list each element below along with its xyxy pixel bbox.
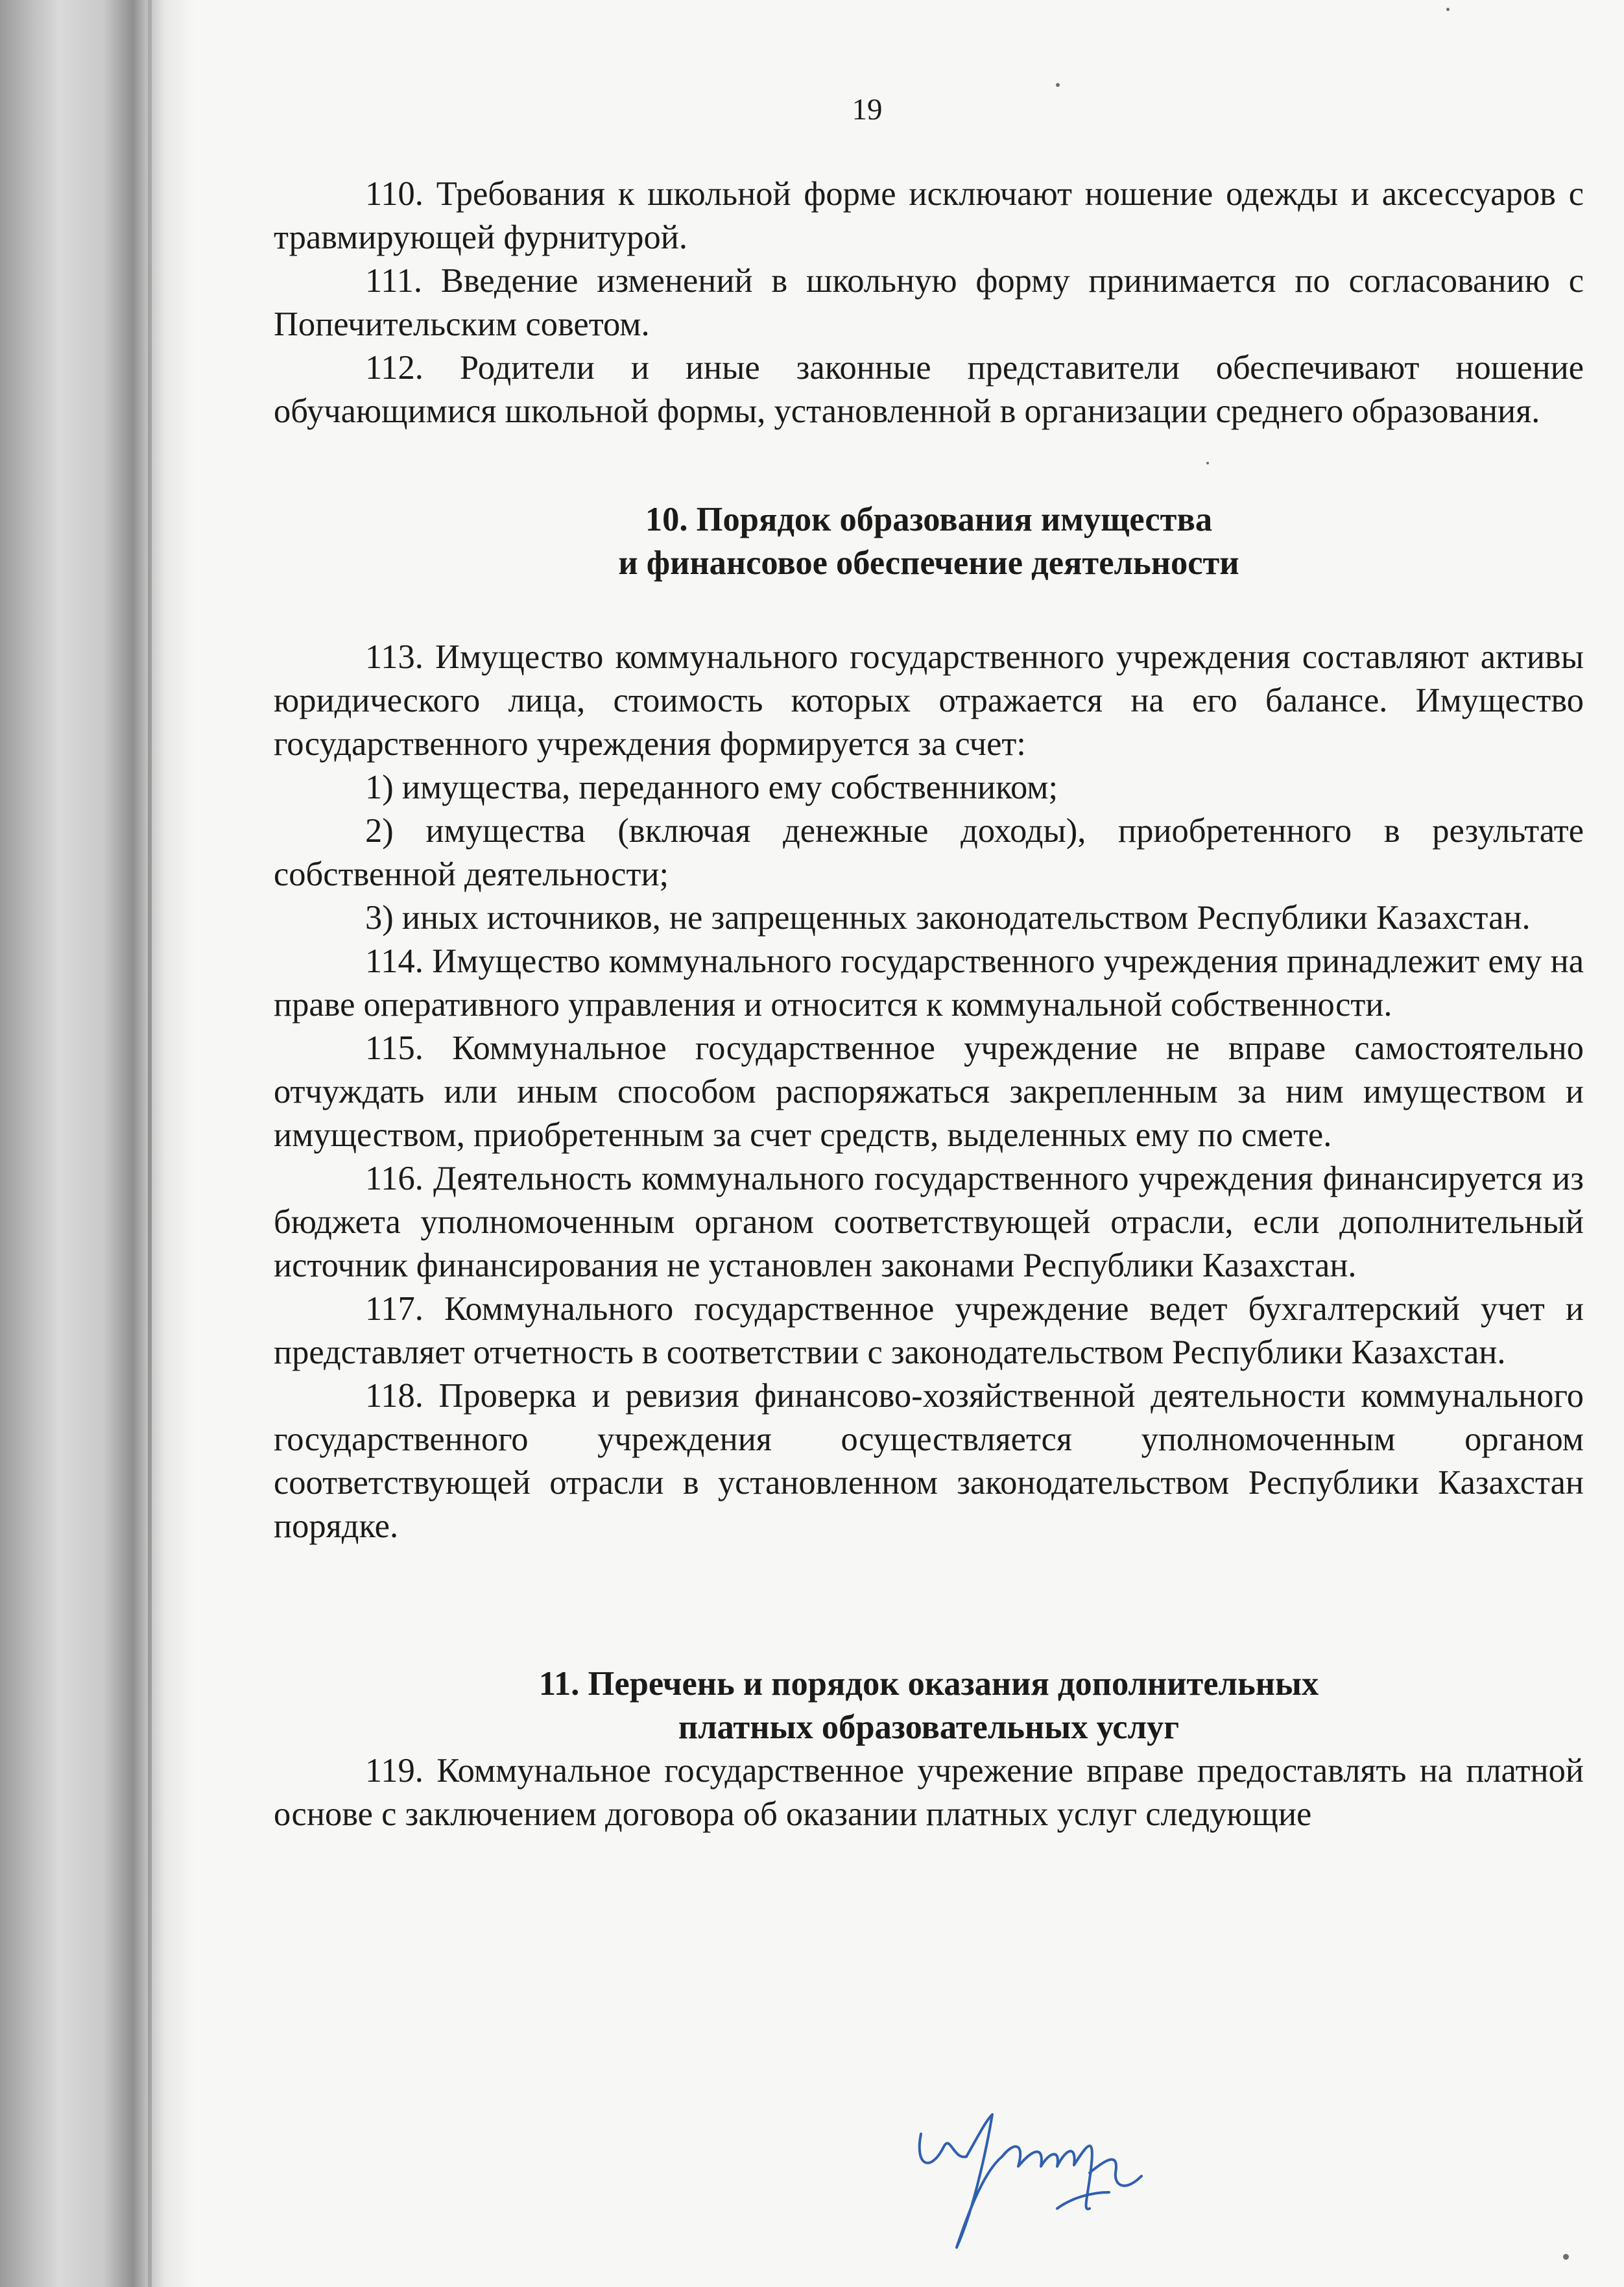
section-11-heading	[274, 1662, 1584, 1749]
paragraph-113-item-2: 2) имущества (включая денежные доходы), приобретенного в результате собственной деятельности;	[274, 812, 1584, 893]
scan-speck	[1446, 8, 1450, 11]
scan-speck	[1206, 462, 1209, 464]
section-10-heading	[274, 498, 1584, 585]
paragraph-111: 111. Введение изменений в школьную форму принимается по согласованию с Попечительским советом.	[274, 262, 1584, 343]
paragraph-113: 113. Имущество коммунального государственного учреждения составляют активы юридического лица, стоимость которых отражается на его балансе. Имущество государственного учреждения формируется за счет:	[274, 638, 1584, 763]
page-number: 19	[852, 93, 883, 126]
section-11-title-line1: 11. Перечень и порядок оказания дополнительных	[538, 1665, 1319, 1703]
paragraph-115: 115. Коммунальное государственное учреждение не вправе самостоятельно отчуждать или иным способом распоряжаться закрепленным за ним имуществом и имуществом, приобретенным за счет средств, выделенных ему по смете.	[274, 1029, 1584, 1154]
scan-speck	[1563, 2254, 1569, 2260]
paragraph-118: 118. Проверка и ревизия финансово-хозяйственной деятельности коммунального государственного учреждения осуществляется уполномоченным органом соответствующей отрасли в установленном законодательством Республики Казахстан порядке.	[274, 1377, 1584, 1545]
paragraph-112: 112. Родители и иные законные представители обеспечивают ношение обучающимися школьной формы, установленной в организации среднего образования.	[274, 349, 1584, 430]
scan-speck	[1056, 83, 1060, 87]
paragraph-114: 114. Имущество коммунального государственного учреждения принадлежит ему на праве оперативного управления и относится к коммунальной собственности.	[274, 942, 1584, 1024]
paragraph-117: 117. Коммунального государственное учреждение ведет бухгалтерский учет и представляет отчетность в соответствии с законодательством Республики Казахстан.	[274, 1290, 1584, 1371]
signature-icon	[895, 2095, 1174, 2257]
paragraph-113-item-3: 3) иных источников, не запрещенных законодательством Республики Казахстан.	[365, 899, 1531, 937]
section-10-title-line1: 10. Порядок образования имущества	[645, 501, 1213, 538]
section-11-title-line2: платных образовательных услуг	[678, 1708, 1180, 1746]
section-10-title-line2: и финансовое обеспечение деятельности	[618, 544, 1239, 582]
scan-binding-line	[148, 0, 152, 2287]
paragraph-116: 116. Деятельность коммунального государственного учреждения финансируется из бюджета уполномоченным органом соответствующей отрасли, если дополнительный источник финансирования не установлен законами Республики Казахстан.	[274, 1160, 1584, 1284]
scan-binding-shadow	[0, 0, 195, 2287]
paragraph-110: 110. Требования к школьной форме исключают ношение одежды и аксессуаров с травмирующей фурнитурой.	[274, 175, 1584, 256]
paragraph-119: 119. Коммунальное государственное учрежение вправе предоставлять на платной основе с заключением договора об оказании платных услуг следующие	[274, 1752, 1584, 1833]
paragraph-113-item-1: 1) имущества, переданного ему собственником;	[365, 769, 1058, 806]
document-body	[274, 173, 1584, 1836]
